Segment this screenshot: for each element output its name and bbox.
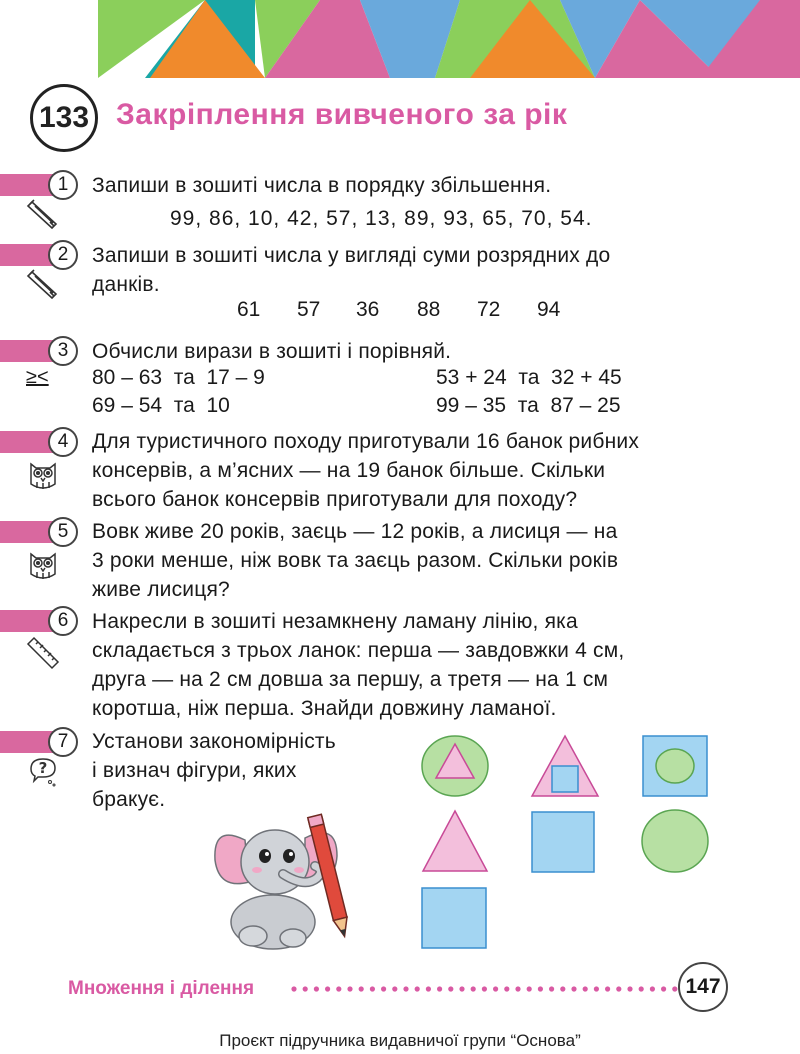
task-2-text — [92, 241, 698, 299]
number: 94 — [537, 298, 561, 321]
pencil-icon — [26, 268, 60, 302]
expression: 80 – 63 та 17 – 9 — [92, 366, 265, 389]
triangle-figure — [420, 808, 490, 874]
task-number: 4 — [48, 427, 78, 457]
elephant-illustration — [205, 812, 365, 952]
text-line: Накресли в зошиті незамкнену ламану лінію, яка — [92, 610, 578, 633]
ruler-icon — [26, 636, 60, 670]
number: 72 — [477, 298, 501, 321]
task-number: 7 — [48, 727, 78, 757]
square-with-circle-figure — [640, 734, 710, 798]
task-6-text — [92, 607, 706, 723]
task-number: 5 — [48, 517, 78, 547]
page-title: Закріплення вивченого за рік — [116, 98, 568, 131]
text-line: складається з трьох ланок: перша — завдовжки 4 см, — [92, 639, 625, 662]
task-5-text — [92, 517, 706, 604]
expression: 69 – 54 та 10 — [92, 394, 230, 417]
task-number: 2 — [48, 240, 78, 270]
page-number: 147 — [678, 962, 728, 1012]
square-figure — [530, 810, 596, 874]
lesson-number: 133 — [38, 101, 90, 134]
text-line: Запиши в зошиті числа в порядку збільшення. — [92, 174, 552, 197]
triangle-with-square-figure — [530, 734, 600, 798]
text-line: Обчисли вирази в зошиті і порівняй. — [92, 340, 452, 363]
text-line: коротша, ніж перша. Знайди довжину ламаної. — [92, 697, 557, 720]
question-bubble-icon — [26, 754, 60, 788]
lesson-number-badge — [30, 84, 98, 152]
text-line: консервів, а м’ясних — на 19 банок більше. Скільки — [92, 459, 606, 482]
text-line: всього банок консервів приготували для походу? — [92, 488, 578, 511]
expression: 53 + 24 та 32 + 45 — [436, 366, 622, 389]
task-1-numbers: 99, 86, 10, 42, 57, 13, 89, 93, 65, 70, 54. — [170, 207, 593, 230]
circle-figure — [640, 808, 710, 874]
text-line: бракує. — [92, 788, 166, 811]
number: 57 — [297, 298, 321, 321]
task-4-text — [92, 427, 706, 514]
compare-signs-icon: ≥< — [26, 366, 49, 388]
number: 36 — [356, 298, 380, 321]
decorative-banner — [0, 0, 800, 78]
text-line: Запиши в зошиті числа у вигляді суми розрядних до — [92, 244, 611, 267]
pencil-icon — [26, 198, 60, 232]
task-3-text — [92, 337, 451, 366]
owl-icon — [26, 548, 60, 582]
publisher-credit: Проєкт підручника видавничої групи “Основа” — [219, 1031, 581, 1050]
text-line: Для туристичного походу приготували 16 банок рибних — [92, 430, 640, 453]
task-number: 3 — [48, 336, 78, 366]
task-number: 6 — [48, 606, 78, 636]
text-line: Вовк живе 20 років, заєць — 12 років, а лисиця — на — [92, 520, 618, 543]
text-line: 3 роки менше, ніж вовк та заєць разом. Скільки років — [92, 549, 619, 572]
text-line: живе лисиця? — [92, 578, 230, 601]
circle-with-triangle-figure — [420, 734, 490, 798]
text-line: Установи закономірність — [92, 730, 336, 753]
expression: 99 – 35 та 87 – 25 — [436, 394, 621, 417]
number: 88 — [417, 298, 441, 321]
owl-icon — [26, 458, 60, 492]
text-line: і визнач фігури, яких — [92, 759, 297, 782]
task-number: 1 — [48, 170, 78, 200]
task-1-text — [92, 171, 551, 200]
dotted-leader — [290, 982, 682, 996]
number: 61 — [237, 298, 261, 321]
text-line: друга — на 2 см довша за першу, а третя — на 1 см — [92, 668, 609, 691]
task-7-text — [92, 727, 336, 814]
text-line: данків. — [92, 273, 160, 296]
question-mark: ? — [38, 759, 48, 777]
section-title: Множення і ділення — [68, 978, 255, 999]
square-figure — [420, 886, 488, 950]
